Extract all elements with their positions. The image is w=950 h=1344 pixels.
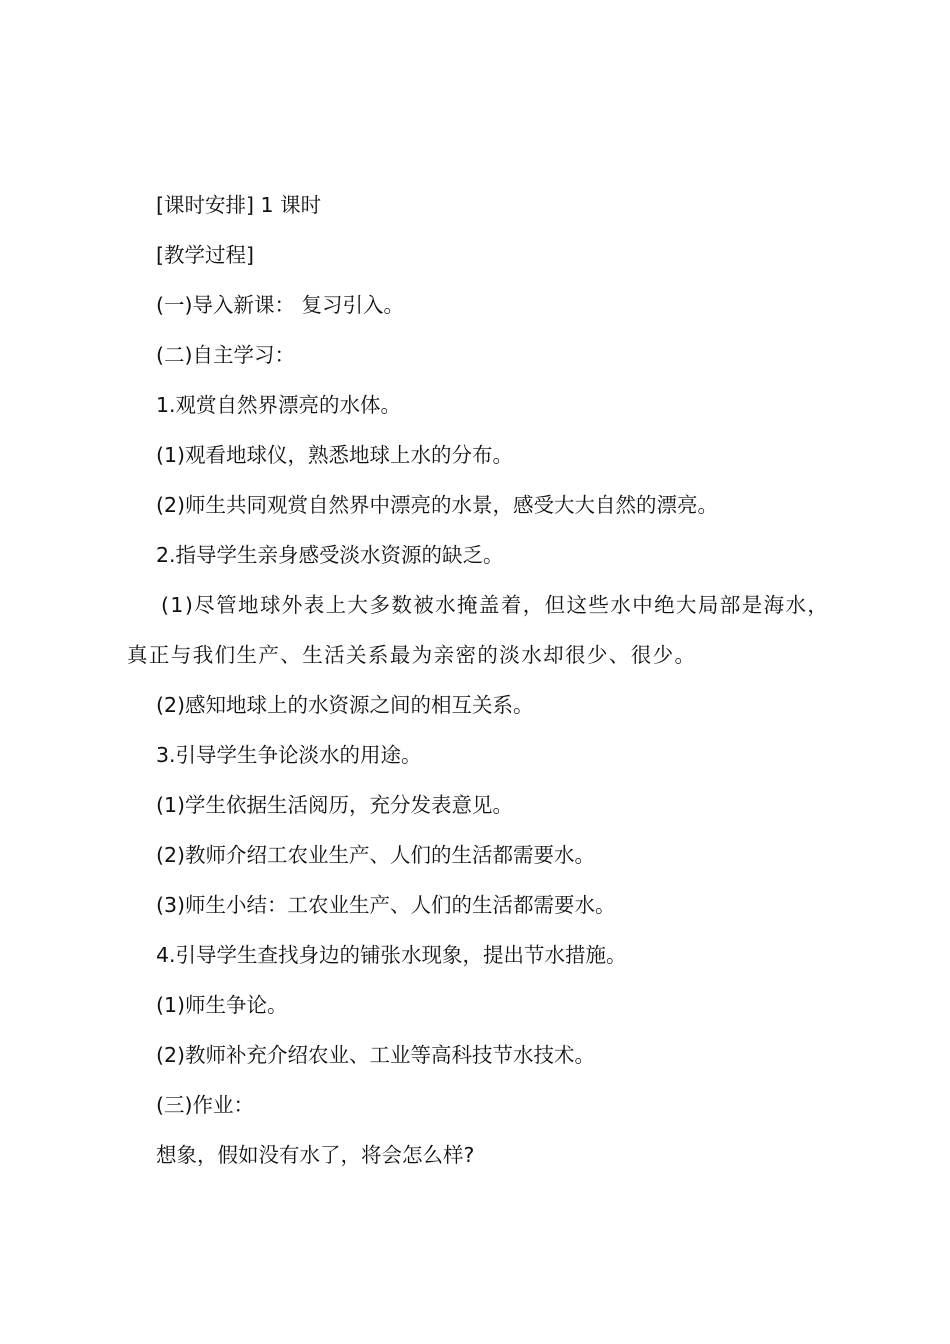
item-2-2: (2)感知地球上的水资源之间的相互关系。 [156,693,534,717]
item-1-2: (2)师生共同观赏自然界中漂亮的水景，感受大大自然的漂亮。 [156,493,719,517]
item-3-2: (2)教师介绍工农业生产、人们的生活都需要水。 [156,843,596,867]
item-2-1: (1)尽管地球外表上大多数被水掩盖着，但这些水中绝大局部是海水，真正与我们生产、生活关系最为亲密的淡水却很少、很少。 [127,593,830,667]
item-4: 4.引导学生查找身边的铺张水现象，提出节水措施。 [156,943,627,967]
section-intro: (一)导入新课： 复习引入。 [156,293,405,317]
item-4-2: (2)教师补充介绍农业、工业等高科技节水技术。 [156,1043,596,1067]
teaching-process-heading: [教学过程] [156,243,254,267]
document-body [127,180,837,1180]
item-1: 1.观赏自然界漂亮的水体。 [156,393,402,417]
lesson-schedule: [课时安排] 1 课时 [156,193,322,217]
section-self-study: (二)自主学习： [156,343,295,367]
section-homework: (三)作业： [156,1093,254,1117]
item-3-3: (3)师生小结：工农业生产、人们的生活都需要水。 [156,893,616,917]
item-3-1: (1)学生依据生活阅历，充分发表意见。 [156,793,514,817]
item-3: 3.引导学生争论淡水的用途。 [156,743,422,767]
item-1-1: (1)观看地球仪，熟悉地球上水的分布。 [156,443,514,467]
item-2: 2.指导学生亲身感受淡水资源的缺乏。 [156,543,504,567]
item-4-1: (1)师生争论。 [156,993,288,1017]
homework-question: 想象，假如没有水了，将会怎么样? [156,1143,475,1167]
